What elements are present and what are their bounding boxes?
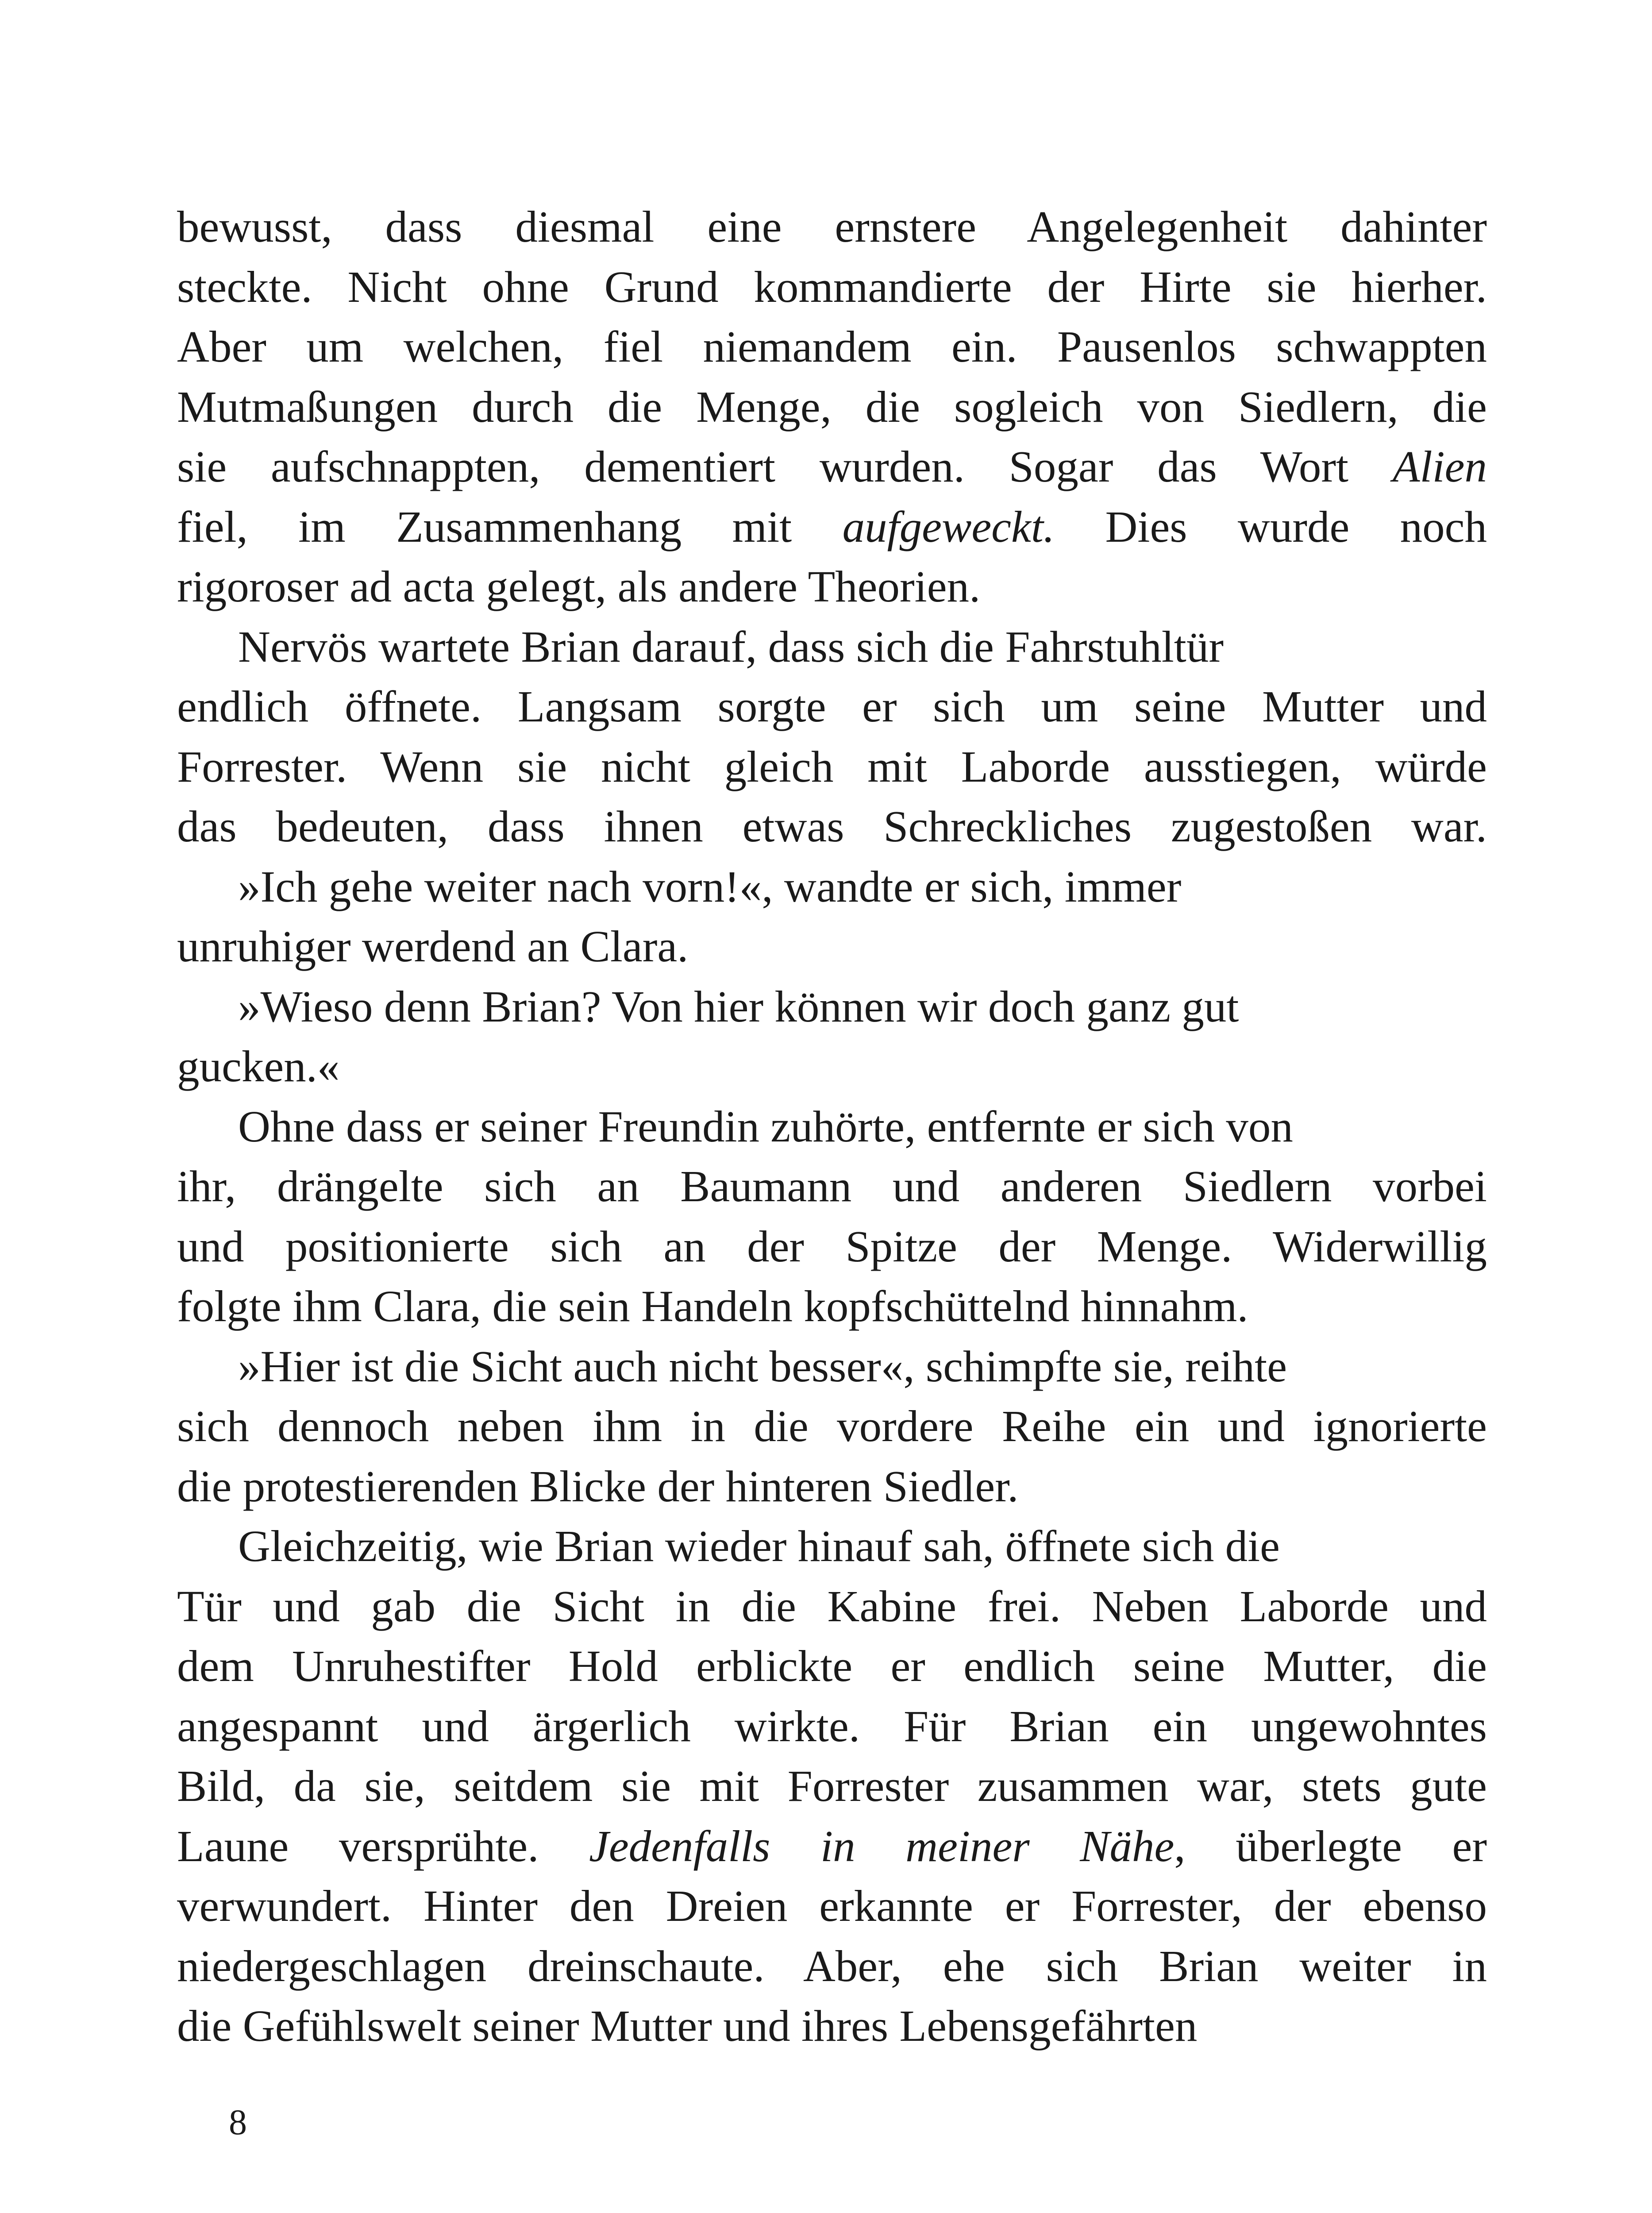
text-line: endlich öffnete. Langsam sorgte er sich um seine Mutter und [177,682,1487,731]
text-line: das bedeuten, dass ihnen etwas Schreckliches zugestoßen war. [177,802,1487,851]
body-text [177,197,1487,2056]
text-run: fiel, im Zusammenhang mit [177,501,843,551]
text-line: angespannt und ärgerlich wirkte. Für Brian ein ungewohntes [177,1701,1487,1751]
text-line: Forrester. Wenn sie nicht gleich mit Laborde ausstiegen, würde [177,741,1487,791]
text-line: Tür und gab die Sicht in die Kabine frei. Neben Laborde und [177,1581,1487,1631]
italic-text-run: Alien [1392,442,1487,491]
text-line: bewusst, dass diesmal eine ernstere Angelegenheit dahinter [177,202,1487,251]
text-line: »Ich gehe weiter nach vorn!«, wandte er sich, immer [238,861,1182,911]
text-line: Mutmaßungen durch die Menge, die sogleich von Siedlern, die [177,382,1487,432]
text-line: steckte. Nicht ohne Grund kommandierte der Hirte sie hierher. [177,262,1487,312]
text-line: Aber um welchen, fiel niemandem ein. Pausenlos schwappten [177,322,1487,371]
text-line: gucken.« [177,1041,340,1091]
text-line: niedergeschlagen dreinschaute. Aber, ehe sich Brian weiter in [177,1941,1487,1991]
text-line: Bild, da sie, seitdem sie mit Forrester zusammen war, stets gute [177,1761,1487,1811]
page-number: 8 [229,2102,247,2142]
text-line: folgte ihm Clara, die sein Handeln kopfschüttelnd hinnahm. [177,1281,1248,1331]
italic-text-run: Jedenfalls in meiner Nähe [589,1821,1174,1871]
text-run: Dies wurde noch [1055,501,1487,551]
text-line: die Gefühlswelt seiner Mutter und ihres Lebensgefährten [177,2001,1198,2051]
text-line: Nervös wartete Brian darauf, dass sich die Fahrstuhltür [238,621,1224,671]
text-line: und positionierte sich an der Spitze der Menge. Widerwillig [177,1221,1487,1271]
text-line: »Hier ist die Sicht auch nicht besser«, schimpfte sie, reihte [238,1341,1287,1391]
text-line: »Wieso denn Brian? Von hier können wir doch ganz gut [238,981,1239,1031]
text-line: verwundert. Hinter den Dreien erkannte er Forrester, der ebenso [177,1881,1487,1931]
text-line: ihr, drängelte sich an Baumann und anderen Siedlern vorbei [177,1161,1487,1211]
text-line: die protestierenden Blicke der hinteren Siedler. [177,1461,1019,1511]
text-line: sich dennoch neben ihm in die vordere Reihe ein und ignorierte [177,1401,1487,1451]
text-run: sie aufschnappten, dementiert wurden. Sogar das Wort [177,442,1393,491]
text-run: , überlegte er [1174,1821,1487,1871]
text-run: Laune versprühte. [177,1821,589,1871]
text-line: unruhiger werdend an Clara. [177,921,689,971]
text-line [177,1816,1487,1877]
text-line: dem Unruhestifter Hold erblickte er endlich seine Mutter, die [177,1641,1487,1691]
italic-text-run: aufgeweckt. [842,501,1055,551]
text-line: Ohne dass er seiner Freundin zuhörte, entfernte er sich von [238,1101,1293,1151]
text-line: Gleichzeitig, wie Brian wieder hinauf sah, öffnete sich die [238,1521,1280,1571]
text-line [177,497,1487,557]
text-line [177,437,1487,497]
text-line: rigoroser ad acta gelegt, als andere Theorien. [177,562,981,611]
